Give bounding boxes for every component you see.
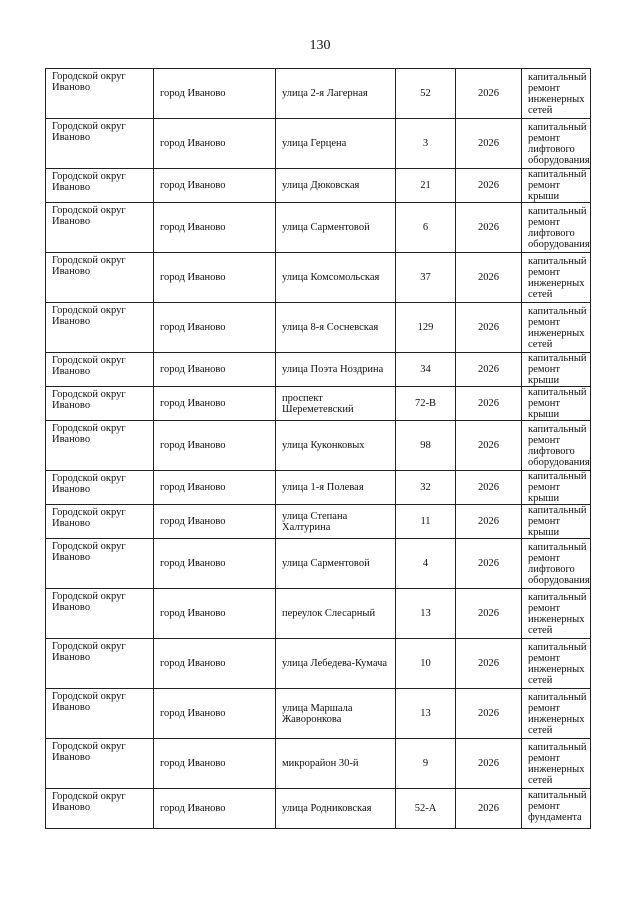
year-cell: 2026 (456, 539, 522, 589)
table-row (46, 387, 591, 421)
work-type-cell: капитальный ремонт инженерных сетей (522, 739, 591, 789)
street-cell: улица 2-я Лагерная (276, 69, 396, 119)
house-number-cell: 13 (396, 689, 456, 739)
street-cell: улица Дюковская (276, 169, 396, 203)
work-type-cell: капитальный ремонт лифтового оборудования (522, 203, 591, 253)
work-type-cell: капитальный ремонт крыши (522, 353, 591, 387)
city-cell: город Иваново (154, 353, 276, 387)
municipality-cell: Городской округ Иваново (46, 639, 154, 689)
city-cell: город Иваново (154, 789, 276, 829)
street-cell: улица Родниковская (276, 789, 396, 829)
house-number-cell: 11 (396, 505, 456, 539)
street-cell: проспект Шереметевский (276, 387, 396, 421)
street-cell: улица Сарментовой (276, 203, 396, 253)
table-row (46, 203, 591, 253)
city-cell: город Иваново (154, 471, 276, 505)
street-cell: улица Герцена (276, 119, 396, 169)
year-cell: 2026 (456, 589, 522, 639)
city-cell: город Иваново (154, 421, 276, 471)
city-cell: город Иваново (154, 639, 276, 689)
street-cell: улица Куконковых (276, 421, 396, 471)
work-type-cell: капитальный ремонт крыши (522, 169, 591, 203)
house-number-cell: 98 (396, 421, 456, 471)
work-type-cell: капитальный ремонт инженерных сетей (522, 589, 591, 639)
house-number-cell: 21 (396, 169, 456, 203)
city-cell: город Иваново (154, 505, 276, 539)
municipality-cell: Городской округ Иваново (46, 69, 154, 119)
year-cell: 2026 (456, 689, 522, 739)
city-cell: город Иваново (154, 303, 276, 353)
work-type-cell: капитальный ремонт лифтового оборудования (522, 539, 591, 589)
house-number-cell: 9 (396, 739, 456, 789)
work-type-cell: капитальный ремонт инженерных сетей (522, 303, 591, 353)
year-cell: 2026 (456, 303, 522, 353)
municipality-cell: Городской округ Иваново (46, 739, 154, 789)
work-type-cell: капитальный ремонт лифтового оборудования (522, 421, 591, 471)
work-type-cell: капитальный ремонт крыши (522, 471, 591, 505)
house-number-cell: 52 (396, 69, 456, 119)
repair-registry-table (45, 68, 591, 829)
city-cell: город Иваново (154, 539, 276, 589)
table-row (46, 505, 591, 539)
house-number-cell: 10 (396, 639, 456, 689)
street-cell: микрорайон 30-й (276, 739, 396, 789)
house-number-cell: 32 (396, 471, 456, 505)
house-number-cell: 72-В (396, 387, 456, 421)
municipality-cell: Городской округ Иваново (46, 119, 154, 169)
city-cell: город Иваново (154, 689, 276, 739)
house-number-cell: 13 (396, 589, 456, 639)
municipality-cell: Городской округ Иваново (46, 589, 154, 639)
year-cell: 2026 (456, 169, 522, 203)
city-cell: город Иваново (154, 69, 276, 119)
table-row (46, 353, 591, 387)
municipality-cell: Городской округ Иваново (46, 539, 154, 589)
municipality-cell: Городской округ Иваново (46, 689, 154, 739)
work-type-cell: капитальный ремонт лифтового оборудования (522, 119, 591, 169)
work-type-cell: капитальный ремонт крыши (522, 387, 591, 421)
table-row (46, 303, 591, 353)
municipality-cell: Городской округ Иваново (46, 387, 154, 421)
year-cell: 2026 (456, 739, 522, 789)
work-type-cell: капитальный ремонт инженерных сетей (522, 689, 591, 739)
year-cell: 2026 (456, 789, 522, 829)
municipality-cell: Городской округ Иваново (46, 789, 154, 829)
street-cell: улица Степана Халтурина (276, 505, 396, 539)
year-cell: 2026 (456, 353, 522, 387)
year-cell: 2026 (456, 505, 522, 539)
street-cell: улица Лебедева-Кумача (276, 639, 396, 689)
table-row (46, 539, 591, 589)
street-cell: улица Поэта Ноздрина (276, 353, 396, 387)
street-cell: улица Комсомольская (276, 253, 396, 303)
year-cell: 2026 (456, 421, 522, 471)
table-row (46, 119, 591, 169)
year-cell: 2026 (456, 253, 522, 303)
work-type-cell: капитальный ремонт фундамента (522, 789, 591, 829)
house-number-cell: 4 (396, 539, 456, 589)
house-number-cell: 3 (396, 119, 456, 169)
year-cell: 2026 (456, 119, 522, 169)
house-number-cell: 129 (396, 303, 456, 353)
street-cell: улица Сарментовой (276, 539, 396, 589)
table-row (46, 639, 591, 689)
house-number-cell: 37 (396, 253, 456, 303)
municipality-cell: Городской округ Иваново (46, 421, 154, 471)
year-cell: 2026 (456, 203, 522, 253)
table-row (46, 689, 591, 739)
house-number-cell: 34 (396, 353, 456, 387)
table-row (46, 253, 591, 303)
city-cell: город Иваново (154, 739, 276, 789)
street-cell: улица 8-я Сосневская (276, 303, 396, 353)
table-row (46, 69, 591, 119)
municipality-cell: Городской округ Иваново (46, 169, 154, 203)
work-type-cell: капитальный ремонт инженерных сетей (522, 253, 591, 303)
house-number-cell: 6 (396, 203, 456, 253)
street-cell: переулок Слесарный (276, 589, 396, 639)
city-cell: город Иваново (154, 119, 276, 169)
table-row (46, 421, 591, 471)
municipality-cell: Городской округ Иваново (46, 471, 154, 505)
table-row (46, 471, 591, 505)
year-cell: 2026 (456, 471, 522, 505)
municipality-cell: Городской округ Иваново (46, 353, 154, 387)
city-cell: город Иваново (154, 589, 276, 639)
city-cell: город Иваново (154, 169, 276, 203)
municipality-cell: Городской округ Иваново (46, 203, 154, 253)
work-type-cell: капитальный ремонт крыши (522, 505, 591, 539)
municipality-cell: Городской округ Иваново (46, 253, 154, 303)
work-type-cell: капитальный ремонт инженерных сетей (522, 69, 591, 119)
city-cell: город Иваново (154, 203, 276, 253)
year-cell: 2026 (456, 387, 522, 421)
table-row (46, 169, 591, 203)
street-cell: улица Маршала Жаворонкова (276, 689, 396, 739)
year-cell: 2026 (456, 69, 522, 119)
year-cell: 2026 (456, 639, 522, 689)
city-cell: город Иваново (154, 253, 276, 303)
table-row (46, 789, 591, 829)
table-row (46, 589, 591, 639)
street-cell: улица 1-я Полевая (276, 471, 396, 505)
work-type-cell: капитальный ремонт инженерных сетей (522, 639, 591, 689)
table-row (46, 739, 591, 789)
page-number: 130 (309, 38, 331, 53)
municipality-cell: Городской округ Иваново (46, 505, 154, 539)
house-number-cell: 52-А (396, 789, 456, 829)
municipality-cell: Городской округ Иваново (46, 303, 154, 353)
city-cell: город Иваново (154, 387, 276, 421)
